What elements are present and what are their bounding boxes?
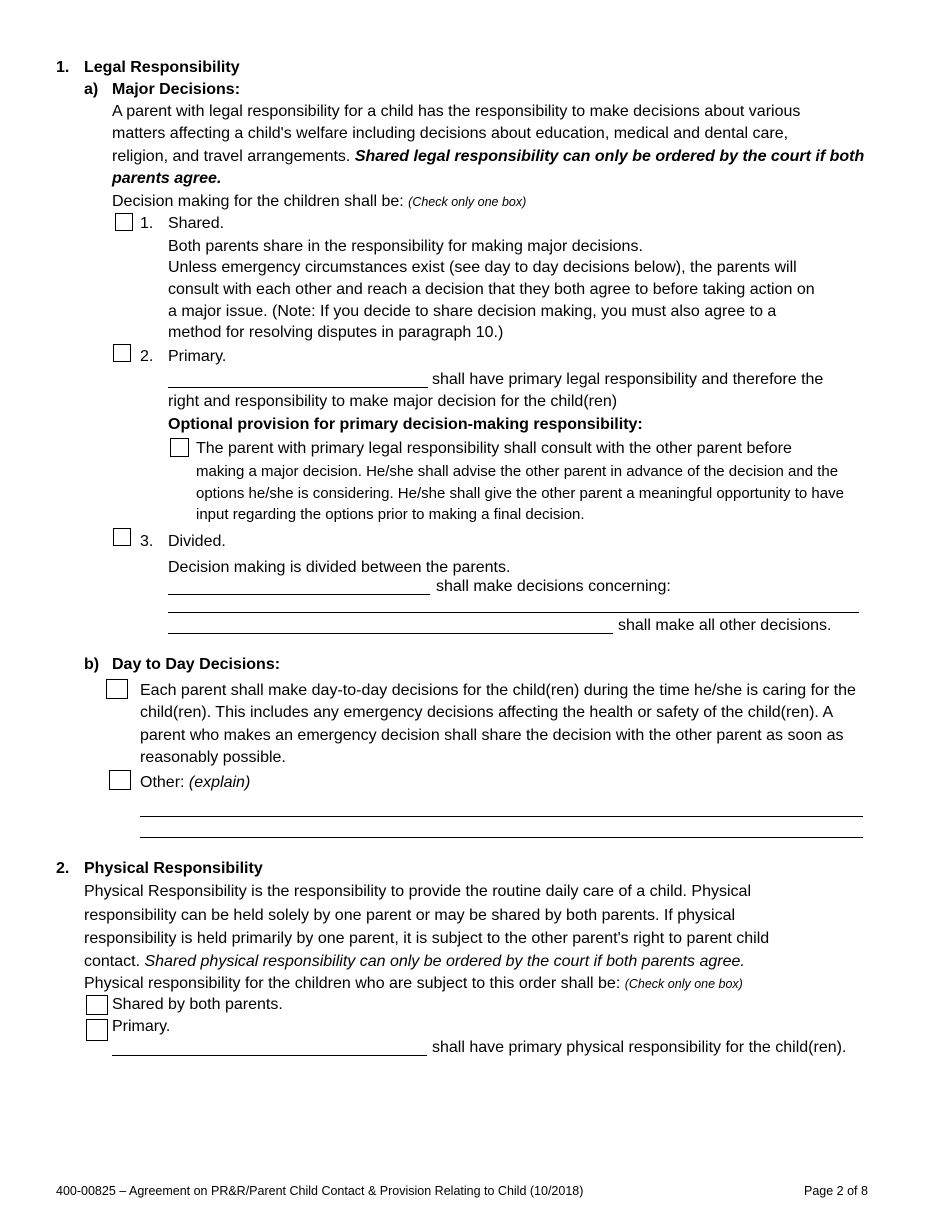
opt1-label: Shared. bbox=[168, 215, 225, 232]
optional-provision-checkbox[interactable] bbox=[170, 438, 189, 457]
physical-line-3: responsibility is held primarily by one parent, it is subject to the other parent's right to parent child bbox=[84, 930, 770, 947]
physical-line-1: Physical Responsibility is the responsibility to provide the routine daily care of a child. Physical bbox=[84, 883, 751, 900]
subsection-b-title: Day to Day Decisions: bbox=[112, 656, 281, 673]
opt3-label: Divided. bbox=[168, 533, 226, 550]
other-explain-blank-1[interactable] bbox=[140, 816, 863, 817]
other-explain-blank-2[interactable] bbox=[140, 837, 863, 838]
opt1-number: 1. bbox=[140, 215, 154, 232]
optional-line-1: The parent with primary legal responsibility shall consult with the other parent before bbox=[196, 440, 792, 457]
each-parent-checkbox[interactable] bbox=[106, 679, 128, 699]
each-line-2: child(ren). This includes any emergency decisions affecting the health or safety of the child(ren). A bbox=[140, 704, 834, 721]
shared-checkbox[interactable] bbox=[115, 213, 133, 231]
opt3-line-1: Decision making is divided between the parents. bbox=[168, 559, 511, 576]
physical-line-2: responsibility can be held solely by one parent or may be shared by both parents. If physical bbox=[84, 907, 736, 924]
opt1-line-1: Both parents share in the responsibility for making major decisions. bbox=[168, 238, 643, 255]
section-1-number: 1. bbox=[56, 59, 70, 76]
primary-physical-line: shall have primary physical responsibility for the child(ren). bbox=[432, 1039, 847, 1056]
opt2-label: Primary. bbox=[168, 348, 227, 365]
intro-line-4-bold: parents agree. bbox=[112, 170, 222, 187]
intro-line-2: matters affecting a child's welfare including decisions about education, medical and dental care, bbox=[112, 125, 789, 142]
decision-prompt: Decision making for the children shall be: bbox=[112, 193, 404, 210]
each-line-4: reasonably possible. bbox=[140, 749, 286, 766]
other-explain-note: (explain) bbox=[188, 774, 251, 791]
other-checkbox[interactable] bbox=[109, 770, 131, 790]
subsection-a-title: Major Decisions: bbox=[112, 81, 241, 98]
opt2-number: 2. bbox=[140, 348, 154, 365]
physical-line-4b: Shared physical responsibility can only be ordered by the court if both parents agree. bbox=[144, 953, 745, 970]
section-2-number: 2. bbox=[56, 860, 70, 877]
opt1-line-3: consult with each other and reach a decision that they both agree to before taking action on bbox=[168, 281, 815, 298]
section-2-title: Physical Responsibility bbox=[84, 860, 263, 877]
decision-prompt-row bbox=[112, 191, 526, 214]
opt3-number: 3. bbox=[140, 533, 154, 550]
subsection-b-label: b) bbox=[84, 656, 100, 673]
decisions-concerning-blank[interactable] bbox=[168, 612, 859, 613]
primary-physical-parent-blank[interactable] bbox=[112, 1055, 427, 1056]
footer-page-number: Page 2 of 8 bbox=[804, 1184, 868, 1198]
primary-parent-blank[interactable] bbox=[168, 387, 428, 388]
footer-form-id: 400-00825 – Agreement on PR&R/Parent Child Contact & Provision Relating to Child (10/2018) bbox=[56, 1184, 584, 1198]
optional-line-4: input regarding the options prior to making a final decision. bbox=[196, 506, 585, 523]
each-line-1: Each parent shall make day-to-day decisions for the child(ren) during the time he/she is caring for the bbox=[140, 682, 856, 699]
intro-line-1: A parent with legal responsibility for a child has the responsibility to make decisions about various bbox=[112, 103, 801, 120]
optional-line-3: options he/she is considering. He/she shall give the other parent a meaningful opportunity to have bbox=[196, 485, 844, 502]
opt2-line-2: right and responsibility to make major decision for the child(ren) bbox=[168, 393, 618, 410]
divided-parent-blank[interactable] bbox=[168, 594, 430, 595]
other-label: Other: bbox=[140, 774, 185, 791]
optional-provision-title: Optional provision for primary decision-making responsibility: bbox=[168, 416, 643, 433]
intro-line-3-text: religion, and travel arrangements. bbox=[112, 148, 351, 165]
each-line-3: parent who makes an emergency decision shall share the decision with the other parent as soon as bbox=[140, 727, 844, 744]
other-row bbox=[140, 772, 250, 795]
divided-checkbox[interactable] bbox=[113, 528, 131, 546]
physical-prompt: Physical responsibility for the children who are subject to this order shall be: bbox=[84, 975, 621, 992]
primary-checkbox[interactable] bbox=[113, 344, 131, 362]
physical-line-4a: contact. bbox=[84, 953, 141, 970]
opt1-line-4: a major issue. (Note: If you decide to share decision making, you must also agree to a bbox=[168, 303, 777, 320]
other-decisions-parent-blank[interactable] bbox=[168, 633, 613, 634]
opt1-line-2: Unless emergency circumstances exist (see day to day decisions below), the parents will bbox=[168, 259, 797, 276]
section-1-title: Legal Responsibility bbox=[84, 59, 240, 76]
subsection-a-label: a) bbox=[84, 81, 99, 98]
shared-physical-checkbox[interactable] bbox=[86, 995, 108, 1015]
primary-physical-label: Primary. bbox=[112, 1018, 171, 1035]
opt3-line-2: shall make decisions concerning: bbox=[436, 578, 671, 595]
primary-physical-checkbox[interactable] bbox=[86, 1019, 108, 1041]
optional-line-2: making a major decision. He/she shall advise the other parent in advance of the decision and the bbox=[196, 463, 839, 480]
intro-line-3-bold: Shared legal responsibility can only be ordered by the court if both bbox=[354, 148, 865, 165]
check-only-one-note: (Check only one box) bbox=[408, 195, 527, 209]
opt1-line-5: method for resolving disputes in paragraph 10.) bbox=[168, 324, 504, 341]
opt3-line-3: shall make all other decisions. bbox=[618, 617, 832, 634]
intro-line-3 bbox=[112, 146, 864, 169]
physical-check-note: (Check only one box) bbox=[624, 977, 743, 991]
shared-physical-label: Shared by both parents. bbox=[112, 996, 283, 1013]
physical-line-4 bbox=[84, 951, 745, 974]
opt2-line-1: shall have primary legal responsibility and therefore the bbox=[432, 371, 824, 388]
physical-prompt-row bbox=[84, 973, 743, 996]
